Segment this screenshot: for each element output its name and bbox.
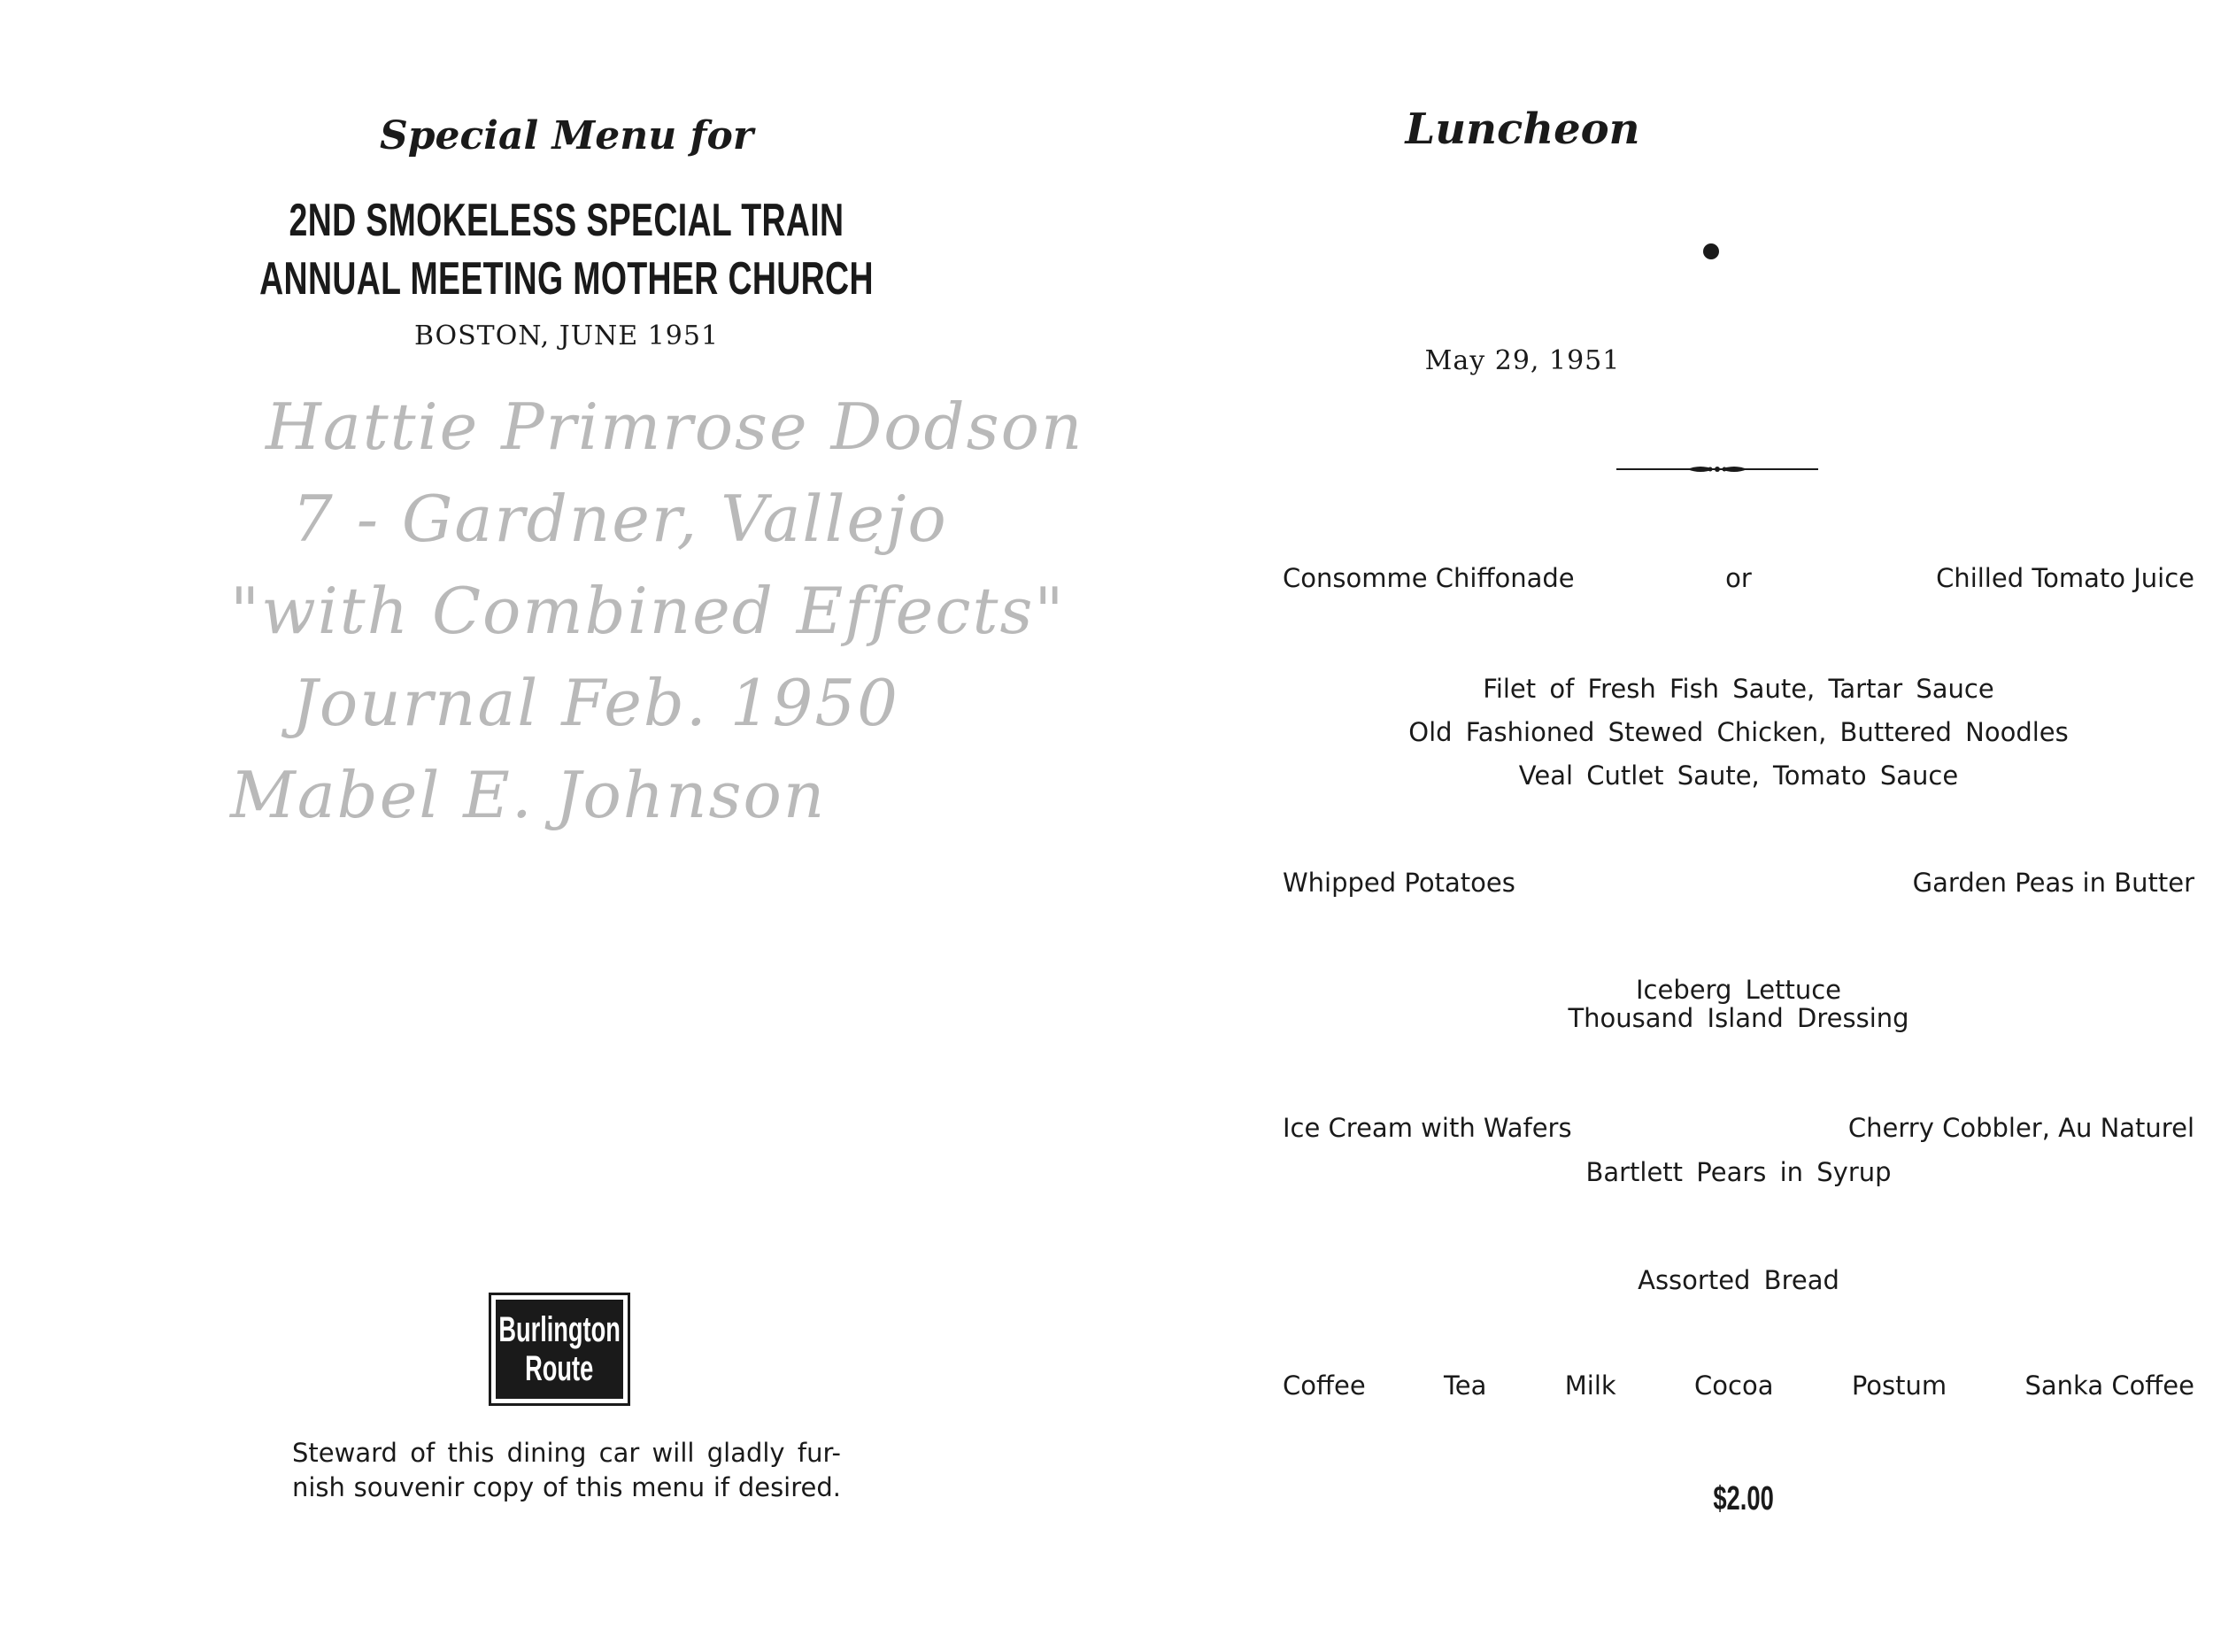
sides-row (1283, 868, 2194, 903)
entree-list (1283, 668, 2194, 798)
location-date: BOSTON, JUNE 1951 (413, 320, 720, 351)
meal-title: Luncheon (1405, 104, 1640, 154)
soup-option-right: Chilled Tomato Juice (1936, 563, 2194, 593)
handwritten-note: "with Combined Effects" (230, 574, 1066, 648)
handwritten-note: 7 - Gardner, Vallejo (292, 482, 948, 556)
burlington-route-logo (489, 1293, 630, 1406)
salad-line: Thousand Island Dressing (1568, 1003, 1909, 1033)
event-title-line-1-text: 2ND SMOKELESS SPECIAL TRAIN (289, 195, 844, 246)
dessert-right: Cherry Cobbler, Au Naturel (1847, 1113, 2194, 1143)
logo-line-2: Route (525, 1349, 594, 1388)
salad (1283, 976, 2194, 1032)
beverage-item: Cocoa (1694, 1370, 1774, 1401)
beverage-item: Coffee (1283, 1370, 1366, 1401)
ornamental-divider (1616, 460, 1818, 478)
beverage-item: Postum (1851, 1370, 1947, 1401)
handwritten-note: Journal Feb. 1950 (292, 666, 899, 740)
soup-option-left: Consomme Chiffonade (1283, 563, 1575, 593)
handwritten-note: Mabel E. Johnson (230, 758, 827, 832)
steward-note-line-1: Steward of this dining car will gladly fur- (292, 1438, 841, 1468)
menu-luncheon-page (1106, 0, 2213, 1652)
logo-line-1: Burlington (498, 1310, 621, 1349)
handwritten-notes (212, 381, 1084, 841)
entree-item: Veal Cutlet Saute, Tomato Sauce (1518, 760, 1959, 791)
side-left: Whipped Potatoes (1283, 868, 1515, 898)
side-right: Garden Peas in Butter (1912, 868, 2194, 898)
bread-item: Assorted Bread (1638, 1265, 1839, 1295)
beverage-item: Tea (1444, 1370, 1487, 1401)
beverage-row (1283, 1370, 2194, 1401)
bullet-dot-ornament (1703, 243, 1719, 259)
price-text: $2.00 (1713, 1480, 1775, 1517)
salad-line: Iceberg Lettuce (1635, 975, 1842, 1005)
entree-item: Old Fashioned Stewed Chicken, Buttered Noodles (1408, 717, 2069, 747)
handwritten-note: Hattie Primrose Dodson (266, 390, 1084, 464)
logo-box (496, 1300, 623, 1399)
entree-item: Filet of Fresh Fish Saute, Tartar Sauce (1483, 674, 1994, 704)
special-menu-heading: Special Menu for (379, 113, 754, 158)
event-title-line-2 (0, 250, 1106, 308)
beverage-item: Milk (1564, 1370, 1616, 1401)
menu-cover-page (0, 0, 1106, 1652)
beverage-item: Sanka Coffee (2024, 1370, 2194, 1401)
event-title-line-2-text: ANNUAL MEETING MOTHER CHURCH (259, 253, 874, 305)
steward-note (292, 1436, 841, 1505)
dessert-center-item: Bartlett Pears in Syrup (1585, 1157, 1892, 1187)
steward-note-line-2: nish souvenir copy of this menu if desired. (292, 1472, 841, 1502)
event-title-line-1 (0, 191, 1106, 250)
soup-or: or (1725, 563, 1752, 593)
price (1106, 1478, 2213, 1518)
soup-row (1283, 563, 2194, 598)
dessert-center (1283, 1151, 2194, 1194)
dessert-left: Ice Cream with Wafers (1283, 1113, 1572, 1143)
desserts-row (1283, 1113, 2194, 1148)
bread (1283, 1259, 2194, 1302)
menu-date: May 29, 1951 (1424, 345, 1621, 376)
